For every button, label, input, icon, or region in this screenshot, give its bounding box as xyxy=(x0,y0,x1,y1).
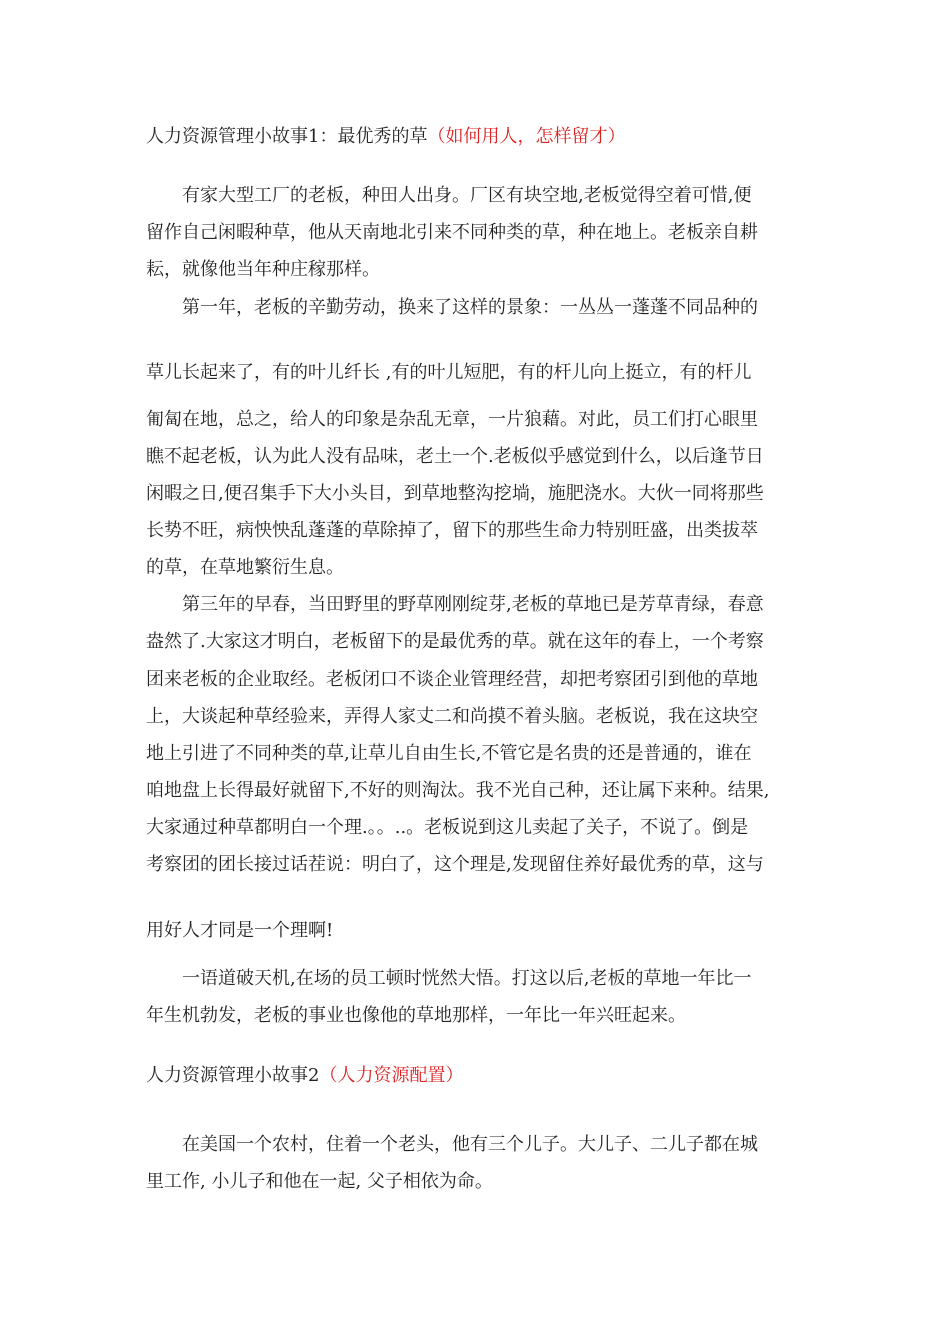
paragraph-line: 一语道破天机,在场的员工顿时恍然大悟。打这以后,老板的草地一年比一 xyxy=(182,968,752,989)
story1-subtitle: （如何用人，怎样留才） xyxy=(427,126,626,147)
paragraph-line: 上，大谈起种草经验来，弄得人家丈二和尚摸不着头脑。老板说，我在这块空 xyxy=(146,706,758,727)
paragraph-line: 用好人才同是一个理啊! xyxy=(146,920,334,941)
paragraph-line: 瞧不起老板，认为此人没有品味，老土一个.老板似乎感觉到什么，以后逢节日 xyxy=(146,446,764,467)
paragraph-line: 有家大型工厂的老板，种田人出身。厂区有块空地,老板觉得空着可惜,便 xyxy=(182,185,752,206)
paragraph-line: 的草，在草地繁衍生息。 xyxy=(146,557,344,578)
paragraph-line: 里工作, 小儿子和他在一起, 父子相依为命。 xyxy=(146,1171,493,1192)
story2-title: 人力资源管理小故事2 xyxy=(146,1065,320,1086)
story1-title: 人力资源管理小故事1：最优秀的草 xyxy=(146,126,428,147)
paragraph-line: 团来老板的企业取经。老板闭口不谈企业管理经营，却把考察团引到他的草地 xyxy=(146,669,758,690)
story2-heading xyxy=(146,1064,463,1088)
paragraph-line: 考察团的团长接过话茬说：明白了，这个理是,发现留住养好最优秀的草，这与 xyxy=(146,854,764,875)
paragraph-line: 第三年的早春，当田野里的野草刚刚绽芽,老板的草地已是芳草青绿，春意 xyxy=(182,594,764,615)
story2-subtitle: （人力资源配置） xyxy=(319,1065,464,1086)
paragraph-line: 耘，就像他当年种庄稼那样。 xyxy=(146,259,380,280)
paragraph-line: 咱地盘上长得最好就留下,不好的则淘汰。我不光自己种，还让属下来种。结果, xyxy=(146,780,770,801)
story1-heading xyxy=(146,125,625,149)
paragraph-line: 盎然了.大家这才明白，老板留下的是最优秀的草。就在这年的春上，一个考察 xyxy=(146,631,764,652)
paragraph-line: 在美国一个农村，住着一个老头，他有三个儿子。大儿子、二儿子都在城 xyxy=(182,1134,758,1155)
paragraph-line: 地上引进了不同种类的草,让草儿自由生长,不管它是名贵的还是普通的，谁在 xyxy=(146,743,752,764)
paragraph-line: 草儿长起来了，有的叶儿纤长 ,有的叶儿短肥，有的杆儿向上挺立，有的杆儿 xyxy=(146,362,752,383)
paragraph-line: 长势不旺，病怏怏乱蓬蓬的草除掉了，留下的那些生命力特别旺盛，出类拔萃 xyxy=(146,520,758,541)
paragraph-line: 大家通过种草都明白一个理.。。..。老板说到这儿卖起了关子，不说了。倒是 xyxy=(146,817,749,838)
paragraph-line: 闲暇之日,便召集手下大小头目，到草地整沟挖埫，施肥浇水。大伙一同将那些 xyxy=(146,483,764,504)
paragraph-line: 年生机勃发，老板的事业也像他的草地那样，一年比一年兴旺起来。 xyxy=(146,1005,686,1026)
paragraph-line: 第一年，老板的辛勤劳动，换来了这样的景象：一丛丛一蓬蓬不同品种的 xyxy=(182,297,758,318)
paragraph-line: 匍匐在地，总之，给人的印象是杂乱无章，一片狼藉。对此，员工们打心眼里 xyxy=(146,409,758,430)
paragraph-line: 留作自己闲暇种草，他从天南地北引来不同种类的草，种在地上。老板亲自耕 xyxy=(146,222,758,243)
